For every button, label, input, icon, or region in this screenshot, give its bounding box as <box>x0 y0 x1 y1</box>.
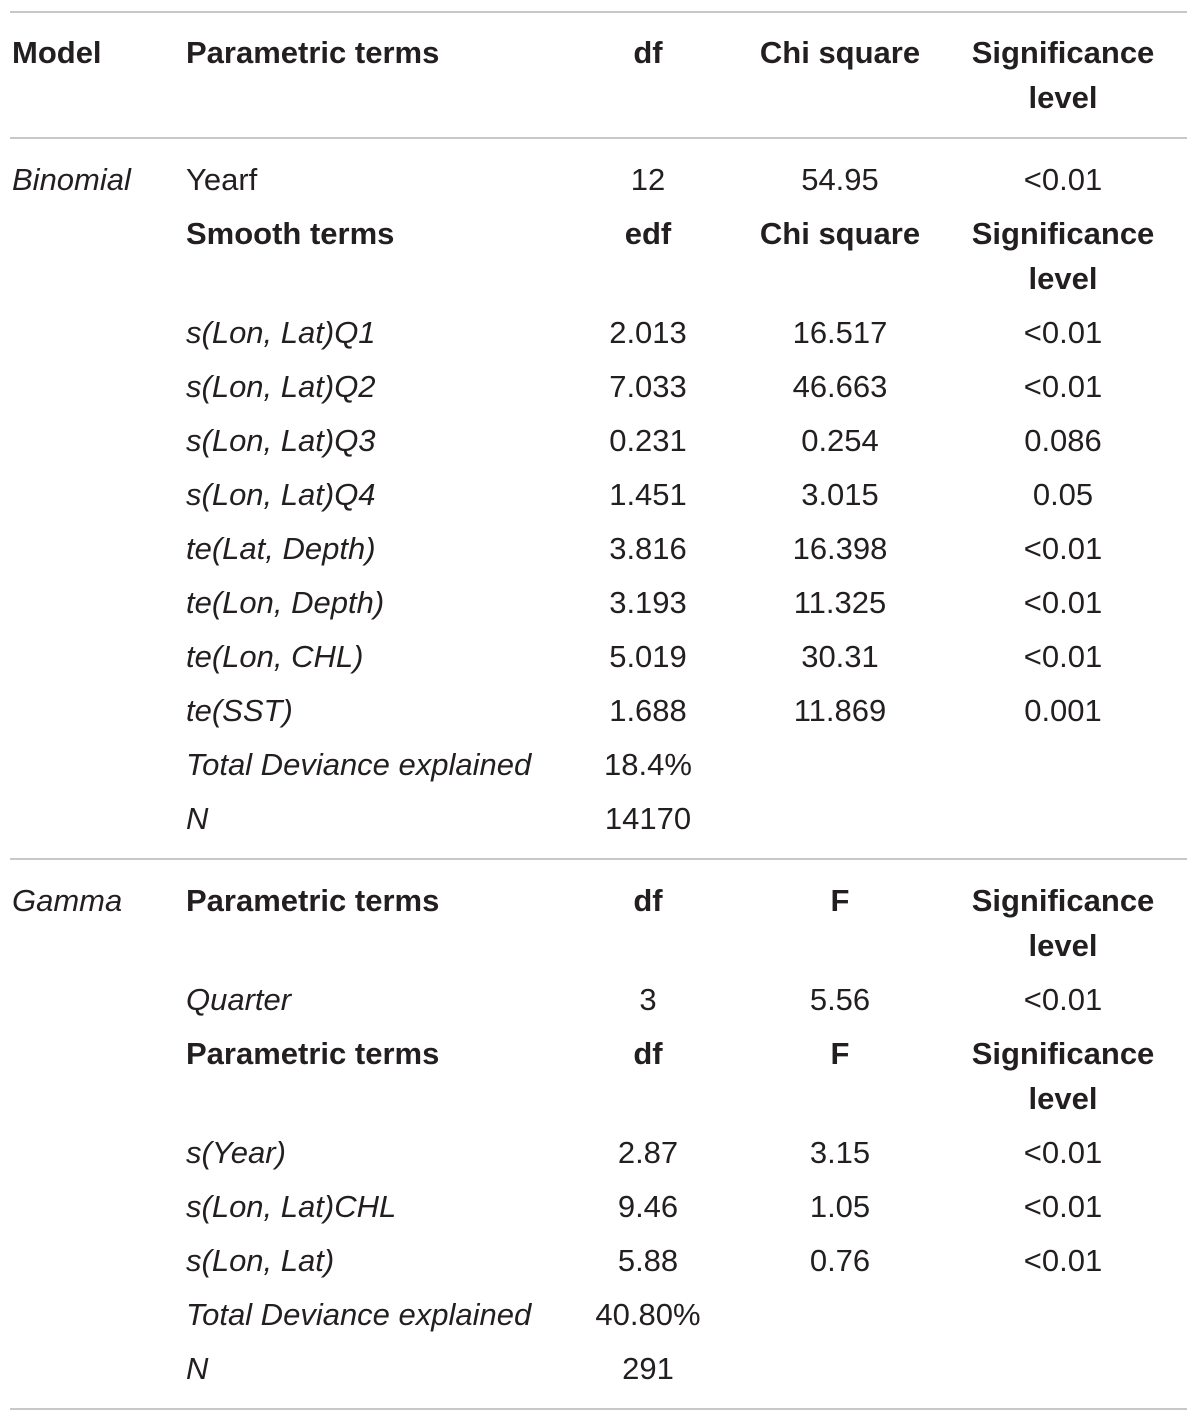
row-chi-square: 0.254 <box>801 423 879 458</box>
header-df: df <box>633 35 663 70</box>
row-significance: <0.01 <box>1023 369 1103 404</box>
deviance-label: Total Deviance explained <box>186 747 532 782</box>
header-chi-square: Chi square <box>759 35 921 70</box>
subheader-parametric-terms: Parametric terms <box>186 1036 440 1071</box>
row-edf: 5.019 <box>609 639 687 674</box>
row-significance: 0.05 <box>1032 477 1094 512</box>
row-df: 2.87 <box>617 1135 679 1170</box>
top-rule <box>10 11 1187 13</box>
row-chi-square: 3.015 <box>801 477 879 512</box>
row-edf: 1.688 <box>609 693 687 728</box>
row-significance: <0.01 <box>1023 639 1103 674</box>
header-parametric-terms: Parametric terms <box>186 35 440 70</box>
row-term: te(SST) <box>186 693 293 728</box>
row-edf: 7.033 <box>609 369 687 404</box>
subheader-df: df <box>633 883 663 918</box>
row-edf: 3.816 <box>609 531 687 566</box>
row-significance: <0.01 <box>1023 585 1103 620</box>
n-label: N <box>186 801 209 836</box>
row-term: s(Lon, Lat)CHL <box>186 1189 397 1224</box>
row-significance: 0.001 <box>1024 693 1102 728</box>
row-edf: 1.451 <box>609 477 687 512</box>
subheader-f: F <box>830 1036 850 1071</box>
row-df: 3 <box>639 982 657 1017</box>
section-rule <box>10 858 1187 860</box>
subheader-edf: edf <box>624 216 672 251</box>
row-df: 5.88 <box>617 1243 679 1278</box>
model-binomial: Binomial <box>12 162 131 197</box>
subheader-df: df <box>633 1036 663 1071</box>
row-significance: <0.01 <box>1023 315 1103 350</box>
row-chi-square: 11.325 <box>793 585 887 620</box>
subheader-significance: Significance <box>971 1036 1155 1071</box>
n-label: N <box>186 1351 209 1386</box>
deviance-value: 40.80% <box>595 1297 701 1332</box>
row-f: 3.15 <box>809 1135 871 1170</box>
row-term: s(Lon, Lat)Q4 <box>186 477 376 512</box>
row-term: Yearf <box>186 162 258 197</box>
row-significance: 0.086 <box>1024 423 1102 458</box>
row-significance: <0.01 <box>1023 531 1103 566</box>
n-value: 14170 <box>604 801 692 836</box>
subheader-significance: Significance <box>971 216 1155 251</box>
row-df: 9.46 <box>617 1189 679 1224</box>
subheader-parametric-terms: Parametric terms <box>186 883 440 918</box>
row-term: s(Lon, Lat) <box>186 1243 335 1278</box>
row-chi-square: 30.31 <box>801 639 879 674</box>
row-term: te(Lon, CHL) <box>186 639 364 674</box>
subheader-significance: Significance <box>971 883 1155 918</box>
row-edf: 2.013 <box>609 315 687 350</box>
row-term: s(Lon, Lat)Q3 <box>186 423 376 458</box>
row-significance: <0.01 <box>1023 982 1103 1017</box>
header-significance: Significance <box>971 35 1155 70</box>
row-term: te(Lat, Depth) <box>186 531 376 566</box>
row-term: s(Lon, Lat)Q2 <box>186 369 376 404</box>
header-rule <box>10 137 1187 139</box>
row-f: 1.05 <box>809 1189 871 1224</box>
row-term: Quarter <box>186 982 292 1017</box>
row-term: te(Lon, Depth) <box>186 585 385 620</box>
subheader-significance-level: level <box>1028 261 1098 296</box>
row-edf: 0.231 <box>609 423 687 458</box>
row-term: s(Lon, Lat)Q1 <box>186 315 376 350</box>
row-f: 0.76 <box>809 1243 871 1278</box>
subheader-significance-level: level <box>1028 1081 1098 1116</box>
row-chi-square: 16.398 <box>792 531 888 566</box>
header-significance-level: level <box>1028 80 1098 115</box>
row-significance: <0.01 <box>1023 1243 1103 1278</box>
row-term: s(Year) <box>186 1135 286 1170</box>
deviance-value: 18.4% <box>604 747 692 782</box>
row-chi-square: 46.663 <box>792 369 888 404</box>
model-gamma: Gamma <box>12 883 123 918</box>
row-chi-square: 16.517 <box>792 315 888 350</box>
subheader-f: F <box>830 883 850 918</box>
row-f: 5.56 <box>809 982 871 1017</box>
subheader-significance-level: level <box>1028 928 1098 963</box>
subheader-smooth-terms: Smooth terms <box>186 216 395 251</box>
row-significance: <0.01 <box>1023 1189 1103 1224</box>
header-model: Model <box>12 35 102 70</box>
row-significance: <0.01 <box>1023 1135 1103 1170</box>
n-value: 291 <box>622 1351 674 1386</box>
row-edf: 3.193 <box>609 585 687 620</box>
row-significance: <0.01 <box>1023 162 1103 197</box>
subheader-chi-square: Chi square <box>759 216 921 251</box>
deviance-label: Total Deviance explained <box>186 1297 532 1332</box>
row-df: 12 <box>630 162 666 197</box>
row-chi-square: 11.869 <box>793 693 887 728</box>
row-chi-square: 54.95 <box>801 162 879 197</box>
bottom-rule <box>10 1408 1187 1410</box>
